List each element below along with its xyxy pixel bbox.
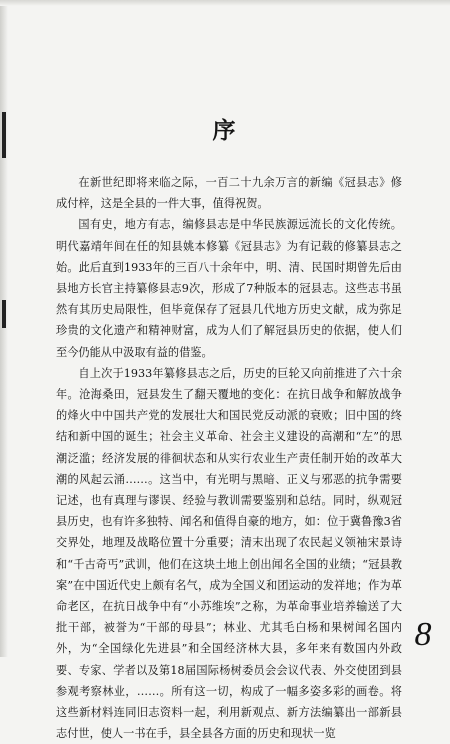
scan-edge-left [0, 0, 8, 657]
page-number: 8 [414, 616, 432, 653]
body-text [56, 172, 402, 744]
paragraph: 自上次于1933年纂修县志之后，历史的巨轮又向前推进了六十余年。沧海桑田，冠县发生了翻天覆地的变化：在抗日战争和解放战争的烽火中中国共产党的发展壮大和国民党反动派的衰败；旧中国的终结和新中国的诞生；社会主义革命、社会主义建设的高潮和“左”的思潮泛滥；经济发展的徘徊状态和从实行农业生产责任制开始的改革大潮的风起云涌……。这当中，有光明与黑暗、正义与邪恶的抗争需要记述，也有真理与谬误、经验与教训需要鉴别和总结。同时，纵观冠县历史，也有许多独特、闻名和值得自豪的地方，如：位于冀鲁豫3省交界处，地理及战略位置十分重要；清末出现了农民起义领袖宋景诗和“千古奇丐”武训，他们在这块土地上创出闻名全国的业绩；“冠县教案”在中国近代史上颇有名气，成为全国义和团运动的发祥地；作为革命老区，在抗日战争中有“小苏维埃”之称，为革命事业培养输送了大批干部，被誉为“干部的母县”；林业、尤其毛白杨和果树闻名国内外，为“全国绿化先进县”和全国经济林大县，多年来有数国内外政要、专家、学者以及第18届国际杨树委员会会议代表、外交使团到县参观考察林业，……。所有这一切，构成了一幅多姿多彩的画卷。将这些新材料连同旧志资料一起，利用新观点、新方法编纂出一部新县志付世，使人一书在手，县全县各方面的历史和现状一览 [56, 366, 402, 741]
paragraph: 国有史，地方有志，编修县志是中华民族源远流长的文化传统。明代嘉靖年间在任的知县姚本修纂《冠县志》为有记载的修纂县志之始。此后直到1933年的三百八十余年中，明、清、民国时期曾先后由县地方长官主持纂修县志9次，形成了7种版本的冠县志。这些志书虽然有其历史局限性，但毕竟保存了冠县几代地方历史文献，成为弥足珍贵的文化遗产和精神财富，成为人们了解冠县历史的依据，使人们至今仍能从中汲取有益的借鉴。 [56, 218, 402, 359]
scan-edge-top [0, 0, 450, 6]
paragraph: 在新世纪即将来临之际，一百二十九余万言的新编《冠县志》修成付梓，这是全县的一件大事，值得祝贺。 [56, 176, 402, 211]
binding-mark [2, 300, 6, 328]
page-title: 序 [212, 117, 238, 144]
